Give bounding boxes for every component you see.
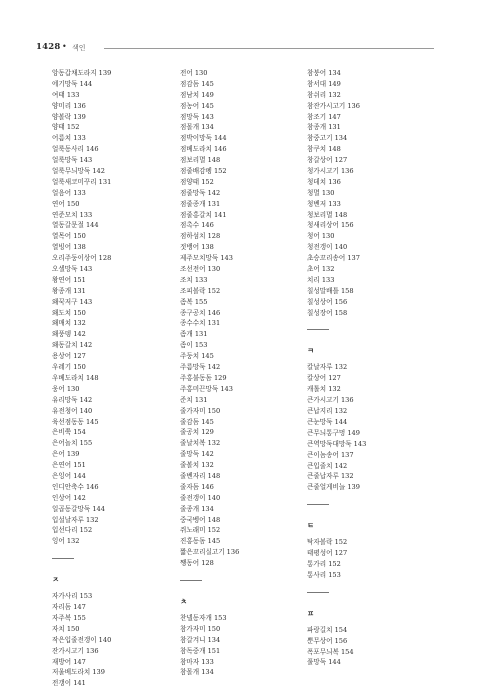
page-header [36, 42, 434, 56]
index-entry: 앙동갑채도라지 139 [52, 69, 112, 77]
index-entry: 찬넬동자개 153 [180, 613, 227, 622]
index-entry: 통사리 153 [307, 570, 341, 579]
index-entry: 은어놀치 155 [52, 439, 93, 448]
header-rule [104, 48, 434, 49]
index-entry: 점줄망둑 142 [180, 188, 221, 197]
group-heading: ㅌ [307, 521, 315, 531]
index-entry: 웅어 130 [52, 384, 80, 393]
index-entry: 얼룩동사리 146 [52, 145, 99, 154]
index-entry: 쥐노래미 152 [180, 526, 221, 535]
index-entry: 줄전갱이 140 [180, 493, 221, 502]
index-entry: 참잔가시고기 136 [307, 101, 360, 110]
index-entry: 초어 132 [307, 265, 335, 274]
index-entry: 양볼락 139 [52, 112, 86, 121]
index-entry: 잉어 132 [52, 537, 80, 546]
index-entry: 태평성어 127 [307, 549, 348, 558]
index-entry: 인상어 142 [52, 493, 86, 502]
index-entry: 연어 150 [52, 199, 80, 208]
index-entry: 청새리상어 156 [307, 221, 354, 230]
index-entry: 주홍불동돔 129 [180, 373, 227, 382]
index-entry: 점하섬치 128 [180, 232, 221, 241]
index-entry: 점줄홍갈치 141 [180, 210, 227, 219]
index-entry: 참가자미 150 [180, 624, 221, 633]
index-entry: 참서대 149 [307, 79, 341, 88]
index-entry: 치리 133 [307, 275, 335, 284]
index-entry: 조피볼락 152 [180, 286, 221, 295]
index-entry: 좀복 155 [180, 297, 208, 306]
index-entry: 젓뱅어 138 [180, 243, 214, 252]
index-entry: 점감돔 145 [180, 79, 214, 88]
index-entry: 재방어 147 [52, 657, 86, 666]
index-entry: 참쉬리 132 [307, 90, 341, 99]
index-entry: 풀망둑 144 [307, 658, 341, 667]
group-heading: ㅋ [307, 346, 315, 356]
index-entry: 참종개 131 [307, 123, 341, 132]
index-entry: 왜매치 132 [52, 319, 86, 328]
index-entry: 어름치 133 [52, 134, 86, 143]
index-entry: 연준모치 133 [52, 210, 93, 219]
index-entry: 줄종개 134 [180, 504, 214, 513]
index-entry: 참조기 147 [307, 112, 341, 121]
index-entry: 큰가시고기 136 [307, 396, 354, 405]
group-separator [180, 569, 300, 591]
index-entry: 양미리 136 [52, 101, 86, 110]
index-entry: 주홍미끈망둑 143 [180, 384, 233, 393]
index-entry: 참몰개 134 [180, 668, 214, 677]
index-column-2 [180, 68, 300, 678]
index-entry: 잔가시고기 136 [52, 646, 99, 655]
index-entry: 칠성장어 158 [307, 308, 348, 317]
index-entry: 양태 152 [52, 123, 80, 132]
index-entry: 쨍동어 128 [180, 559, 214, 568]
index-entry: 줄볼치 132 [180, 461, 214, 470]
index-entry: 왜도치 150 [52, 308, 86, 317]
index-entry: 초승꼬리송어 137 [307, 254, 360, 263]
index-column-1 [52, 68, 172, 689]
index-entry: 얼룩무늬망둑 142 [52, 167, 105, 176]
index-entry: 전어 130 [180, 69, 208, 77]
index-entry: 줄감돔 145 [180, 417, 214, 426]
index-entry: 중국벵어 148 [180, 515, 221, 524]
index-entry: 큰역망둑대망둑 143 [307, 439, 367, 448]
index-entry: 줄망둑 142 [180, 450, 214, 459]
index-entry: 캐톨치 132 [307, 385, 341, 394]
index-entry: 육선점동동 145 [52, 417, 99, 426]
index-entry: 왜풍뎅 142 [52, 330, 86, 339]
group-heading: ㅊ [180, 596, 188, 606]
index-entry: 얼룩새코미꾸리 131 [52, 177, 112, 186]
index-entry: 오셀망둑 143 [52, 265, 93, 274]
group-separator [52, 547, 172, 569]
index-entry: 조선전어 130 [180, 265, 221, 274]
index-entry: 줄공치 129 [180, 428, 214, 437]
index-entry: 용상어 127 [52, 352, 86, 361]
group-separator [307, 493, 427, 515]
index-entry: 준치 131 [180, 395, 208, 404]
index-entry: 좀개 131 [180, 330, 208, 339]
index-entry: 은어 139 [52, 450, 80, 459]
index-entry: 청전갱이 140 [307, 243, 348, 252]
group-separator [307, 318, 427, 340]
index-entry: 전갱이 141 [52, 679, 86, 688]
index-entry: 칼상어 127 [307, 374, 341, 383]
index-entry: 줄가자미 150 [180, 406, 221, 415]
index-entry: 큰이놈송어 137 [307, 450, 354, 459]
index-entry: 자주복 155 [52, 613, 86, 622]
index-entry: 청벤저 133 [307, 199, 341, 208]
index-entry: 창갈상어 127 [307, 156, 348, 165]
index-entry: 폭포무늬복 154 [307, 647, 354, 656]
index-entry: 열동갈문절 144 [52, 221, 99, 230]
index-entry: 유리망둑 142 [52, 395, 93, 404]
index-entry: 탁자볼락 152 [307, 538, 348, 547]
index-entry: 왕연어 151 [52, 275, 86, 284]
index-entry: 열목어 150 [52, 232, 86, 241]
index-entry: 인디안축수 146 [52, 482, 99, 491]
index-entry: 칠성말배틀 158 [307, 286, 354, 295]
index-entry: 왕종개 131 [52, 286, 86, 295]
index-entry: 청가시고기 136 [307, 167, 354, 176]
index-entry: 큰입줄치 142 [307, 461, 348, 470]
index-entry: 진홍동돔 145 [180, 537, 221, 546]
index-entry: 왜꾹저구 143 [52, 297, 93, 306]
index-entry: 우레기 150 [52, 363, 86, 372]
index-entry: 큰무늬통구멍 149 [307, 428, 360, 437]
index-entry: 참독중개 151 [180, 646, 221, 655]
index-entry: 점양태 152 [180, 177, 214, 186]
index-entry: 점줄배감펭 152 [180, 167, 227, 176]
index-entry: 주둥치 145 [180, 352, 214, 361]
index-entry: 점몰개 134 [180, 123, 214, 132]
index-entry: 자치 150 [52, 624, 80, 633]
index-entry: 큰눈망둑 144 [307, 417, 348, 426]
index-entry: 참갈겨니 134 [180, 635, 221, 644]
index-entry: 뿐무상어 156 [307, 636, 348, 645]
index-entry: 은비쭉 154 [52, 428, 86, 437]
index-entry: 통가리 152 [307, 559, 341, 568]
index-entry: 종수수치 131 [180, 319, 221, 328]
index-entry: 조치 133 [180, 275, 208, 284]
index-entry: 저울베도라치 139 [52, 668, 105, 677]
index-entry: 청어 130 [307, 232, 335, 241]
index-entry: 제주모치망둑 143 [180, 254, 233, 263]
index-entry: 칠성상어 156 [307, 297, 348, 306]
index-entry: 줄자돔 146 [180, 482, 214, 491]
index-entry: 줄벤자리 148 [180, 471, 221, 480]
index-entry: 여태 133 [52, 90, 80, 99]
index-entry: 점줄종개 131 [180, 199, 221, 208]
index-entry: 점베도라치 146 [180, 145, 227, 154]
index-entry: 청멸 130 [307, 188, 335, 197]
index-entry: 큰줄납자루 132 [307, 472, 354, 481]
header-bullet: • [62, 42, 67, 51]
index-entry: 은연어 151 [52, 461, 86, 470]
index-column-3 [307, 68, 427, 668]
index-entry: 얼음어 133 [52, 188, 86, 197]
section-title: 색인 [72, 43, 86, 52]
index-entry: 청데치 136 [307, 177, 341, 186]
index-entry: 큰납지리 132 [307, 407, 348, 416]
index-entry: 열빙어 138 [52, 243, 86, 252]
index-entry: 유전청어 140 [52, 406, 93, 415]
index-entry: 점남치 149 [180, 90, 214, 99]
index-entry: 자리돔 147 [52, 603, 86, 612]
index-entry: 좀이 153 [180, 341, 208, 350]
index-entry: 입설날자루 132 [52, 515, 99, 524]
index-entry: 일곱동갈망둑 144 [52, 504, 105, 513]
index-entry: 얼룩망둑 143 [52, 156, 93, 165]
index-entry: 왜동갈치 142 [52, 341, 93, 350]
index-entry: 점박이망둑 144 [180, 134, 227, 143]
index-entry: 점농어 145 [180, 101, 214, 110]
index-entry: 청보리멸 148 [307, 210, 348, 219]
index-entry: 큰줄얼게비늘 139 [307, 483, 360, 492]
index-entry: 에기망둑 144 [52, 79, 93, 88]
index-entry: 오리주둥이상어 128 [52, 254, 112, 263]
index-entry: 참붕어 134 [307, 69, 341, 77]
group-heading: ㅈ [52, 575, 60, 585]
page-number: 1428 [36, 42, 61, 52]
index-entry: 입선다리 152 [52, 526, 93, 535]
index-entry: 짧은꼬리실고기 136 [180, 548, 240, 557]
index-entry: 점촉수 146 [180, 221, 214, 230]
index-entry: 점망둑 143 [180, 112, 214, 121]
index-entry: 참중고기 134 [307, 134, 348, 143]
index-entry: 주름망둑 142 [180, 363, 221, 372]
index-entry: 우베도라치 148 [52, 373, 99, 382]
index-entry: 참쿠치 148 [307, 145, 341, 154]
index-entry: 칼날자루 132 [307, 363, 348, 372]
index-entry: 은잉어 144 [52, 471, 86, 480]
index-entry: 작은입줄전갱이 140 [52, 635, 112, 644]
index-entry: 자가사리 153 [52, 592, 93, 601]
group-heading: ㅍ [307, 608, 315, 618]
index-entry: 파랑길치 154 [307, 625, 348, 634]
index-entry: 참마자 133 [180, 657, 214, 666]
group-separator [307, 581, 427, 603]
index-entry: 점보리멸 148 [180, 156, 221, 165]
index-entry: 종구공치 146 [180, 308, 221, 317]
index-entry: 줄날치복 132 [180, 439, 221, 448]
